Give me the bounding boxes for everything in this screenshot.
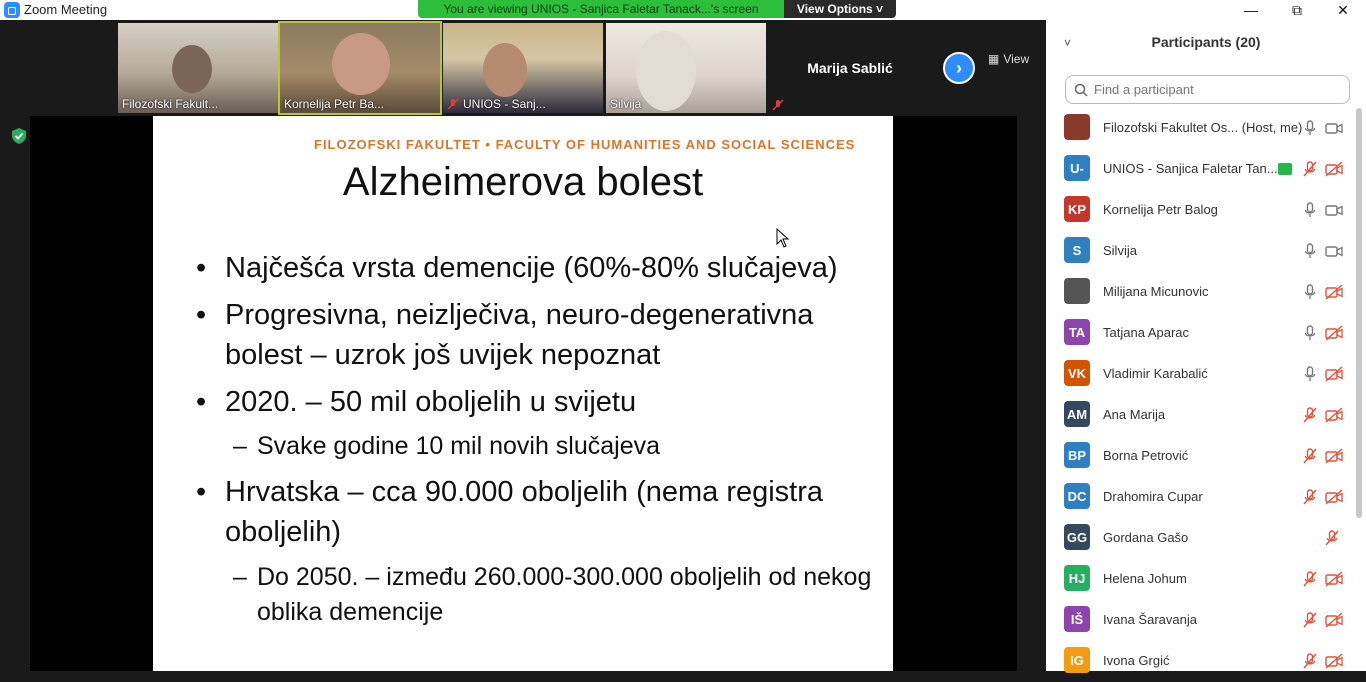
participant-name: Tatjana Aparac: [1103, 325, 1190, 340]
participant-video: [332, 33, 390, 95]
tile-name-label: Filozofski Fakult...: [122, 97, 219, 111]
avatar: GG: [1064, 524, 1090, 550]
avatar: AM: [1064, 401, 1090, 427]
avatar: KP: [1064, 196, 1090, 222]
participant-row[interactable]: [1046, 518, 1356, 559]
muted-microphone-icon[interactable]: [1303, 448, 1317, 464]
share-banner: [418, 0, 896, 18]
avatar: [1064, 278, 1090, 304]
video-camera-icon[interactable]: [1325, 120, 1343, 136]
participant-search[interactable]: [1065, 75, 1350, 104]
tile-name-label: UNIOS - Sanj...: [463, 97, 546, 111]
participant-name: Kornelija Petr Balog: [1103, 202, 1218, 217]
participant-name: UNIOS - Sanjica Faletar Tan...: [1103, 161, 1278, 176]
video-off-icon[interactable]: [1325, 448, 1343, 464]
muted-mic-icon: [447, 98, 459, 110]
video-strip: [0, 20, 1046, 116]
muted-mic-icon: [772, 99, 784, 111]
participant-video: [172, 45, 212, 93]
participant-row[interactable]: [1046, 231, 1356, 272]
participant-row[interactable]: [1046, 559, 1356, 600]
slide-bullet-list: [193, 248, 873, 630]
video-tile[interactable]: [118, 23, 278, 113]
scrollbar[interactable]: [1356, 108, 1362, 518]
participant-row[interactable]: [1046, 149, 1356, 190]
screen-share-icon: [1278, 163, 1292, 175]
view-label: View: [1003, 52, 1030, 66]
avatar: DC: [1064, 483, 1090, 509]
participant-video: [483, 43, 527, 97]
participant-row[interactable]: [1046, 272, 1356, 313]
participant-name: Filozofski Fakultet Os... (Host, me): [1103, 120, 1303, 135]
video-tile[interactable]: [606, 23, 766, 113]
grid-icon: ▦: [988, 52, 1000, 66]
presentation-slide: [153, 116, 893, 671]
microphone-icon[interactable]: [1303, 325, 1317, 341]
faculty-header: FILOZOFSKI FAKULTET • FACULTY OF HUMANITIES AND SOCIAL SCIENCES: [314, 137, 856, 152]
mouse-pointer-icon: [776, 228, 790, 248]
avatar: [1064, 114, 1090, 140]
participant-name: Milijana Micunovic: [1103, 284, 1209, 299]
video-camera-icon[interactable]: [1325, 243, 1343, 259]
participant-row[interactable]: [1046, 190, 1356, 231]
name-only-tile[interactable]: [772, 23, 928, 113]
video-off-icon[interactable]: [1325, 325, 1343, 341]
participant-name: Ivana Šaravanja: [1103, 612, 1197, 627]
zoom-logo-icon: [4, 2, 20, 18]
muted-microphone-icon[interactable]: [1303, 407, 1317, 423]
chevron-right-icon: ›: [956, 57, 962, 78]
encryption-shield-icon[interactable]: [12, 128, 26, 144]
participant-name: Ivona Grgić: [1103, 653, 1170, 668]
view-options-button[interactable]: [784, 0, 896, 18]
video-off-icon[interactable]: [1325, 407, 1343, 423]
sub-bullet-item: – Svake godine 10 mil novih slučajeva: [193, 429, 873, 464]
participant-name: Vladimir Karabalić: [1103, 366, 1208, 381]
video-off-icon[interactable]: [1325, 284, 1343, 300]
next-page-button[interactable]: [943, 52, 975, 84]
participant-name: Borna Petrović: [1103, 448, 1189, 463]
participant-name: Ana Marija: [1103, 407, 1166, 422]
muted-microphone-icon[interactable]: [1303, 612, 1317, 628]
participant-row[interactable]: [1046, 477, 1356, 518]
participant-video: [636, 31, 696, 111]
avatar: BP: [1064, 442, 1090, 468]
bullet-item: • Hrvatska – cca 90.000 oboljelih (nema registra oboljelih): [193, 472, 873, 552]
participant-name: Gordana Gašo: [1103, 530, 1189, 545]
window-title: Zoom Meeting: [24, 2, 108, 17]
search-input[interactable]: [1094, 82, 1334, 97]
tile-name-label: Kornelija Petr Ba...: [284, 97, 385, 111]
participant-name: Drahomira Cupar: [1103, 489, 1203, 504]
tile-name-label: Silvija: [610, 97, 642, 111]
microphone-icon[interactable]: [1303, 202, 1317, 218]
muted-microphone-icon[interactable]: [1303, 161, 1317, 177]
bullet-item: • Najčešća vrsta demencije (60%-80% slučajeva): [193, 248, 873, 288]
participant-row[interactable]: [1046, 641, 1356, 682]
muted-microphone-icon[interactable]: [1325, 530, 1339, 546]
close-button[interactable]: ✕: [1337, 1, 1349, 18]
video-camera-icon[interactable]: [1325, 202, 1343, 218]
video-off-icon[interactable]: [1325, 489, 1343, 505]
chevron-down-icon: ˅: [872, 2, 884, 16]
maximize-button[interactable]: ⧉: [1292, 1, 1302, 18]
avatar: IŠ: [1064, 606, 1090, 632]
participant-row[interactable]: [1046, 395, 1356, 436]
participants-title: Participants (20): [1151, 34, 1261, 50]
avatar: S: [1064, 237, 1090, 263]
avatar: HJ: [1064, 565, 1090, 591]
participant-row[interactable]: [1046, 313, 1356, 354]
participants-panel: [1046, 20, 1366, 671]
muted-microphone-icon[interactable]: [1303, 571, 1317, 587]
video-off-icon[interactable]: [1325, 571, 1343, 587]
avatar: IG: [1064, 647, 1090, 673]
view-layout-button[interactable]: [988, 52, 1029, 66]
avatar: TA: [1064, 319, 1090, 345]
bullet-item: • Progresivna, neizlječiva, neuro-degenerativna bolest – uzrok još uvijek nepoznat: [193, 295, 873, 375]
participant-name: Helena Johum: [1103, 571, 1187, 586]
slide-title: Alzheimerova bolest: [342, 160, 704, 204]
minimize-button[interactable]: —: [1244, 2, 1258, 18]
view-options-label: View Options: [796, 2, 873, 16]
bullet-item: • 2020. – 50 mil oboljelih u svijetu: [193, 382, 873, 422]
sub-bullet-item: – Do 2050. – između 260.000-300.000 oboljelih od nekog oblika demencije: [193, 560, 873, 630]
video-off-icon[interactable]: [1325, 612, 1343, 628]
participant-row[interactable]: [1046, 436, 1356, 477]
video-tile[interactable]: [443, 23, 603, 113]
participant-row[interactable]: [1046, 600, 1356, 641]
video-tile-active-speaker[interactable]: [280, 23, 440, 113]
participant-row[interactable]: [1046, 108, 1356, 149]
avatar: VK: [1064, 360, 1090, 386]
microphone-icon[interactable]: [1303, 120, 1317, 136]
participant-row[interactable]: [1046, 354, 1356, 395]
search-icon: [1074, 83, 1088, 97]
tile-name-label: Marija Sablić: [807, 60, 893, 76]
video-off-icon[interactable]: [1325, 366, 1343, 382]
avatar: U-: [1064, 155, 1090, 181]
video-off-icon[interactable]: [1325, 653, 1343, 669]
collapse-chevron-icon[interactable]: ˅: [1064, 36, 1072, 50]
viewing-screen-notice: You are viewing UNIOS - Sanjica Faletar Tanack...'s screen: [418, 0, 784, 18]
muted-microphone-icon[interactable]: [1303, 489, 1317, 505]
microphone-icon[interactable]: [1303, 243, 1317, 259]
muted-microphone-icon[interactable]: [1303, 653, 1317, 669]
microphone-icon[interactable]: [1303, 366, 1317, 382]
microphone-icon[interactable]: [1303, 284, 1317, 300]
participant-name: Silvija: [1103, 243, 1137, 258]
video-off-icon[interactable]: [1325, 161, 1343, 177]
